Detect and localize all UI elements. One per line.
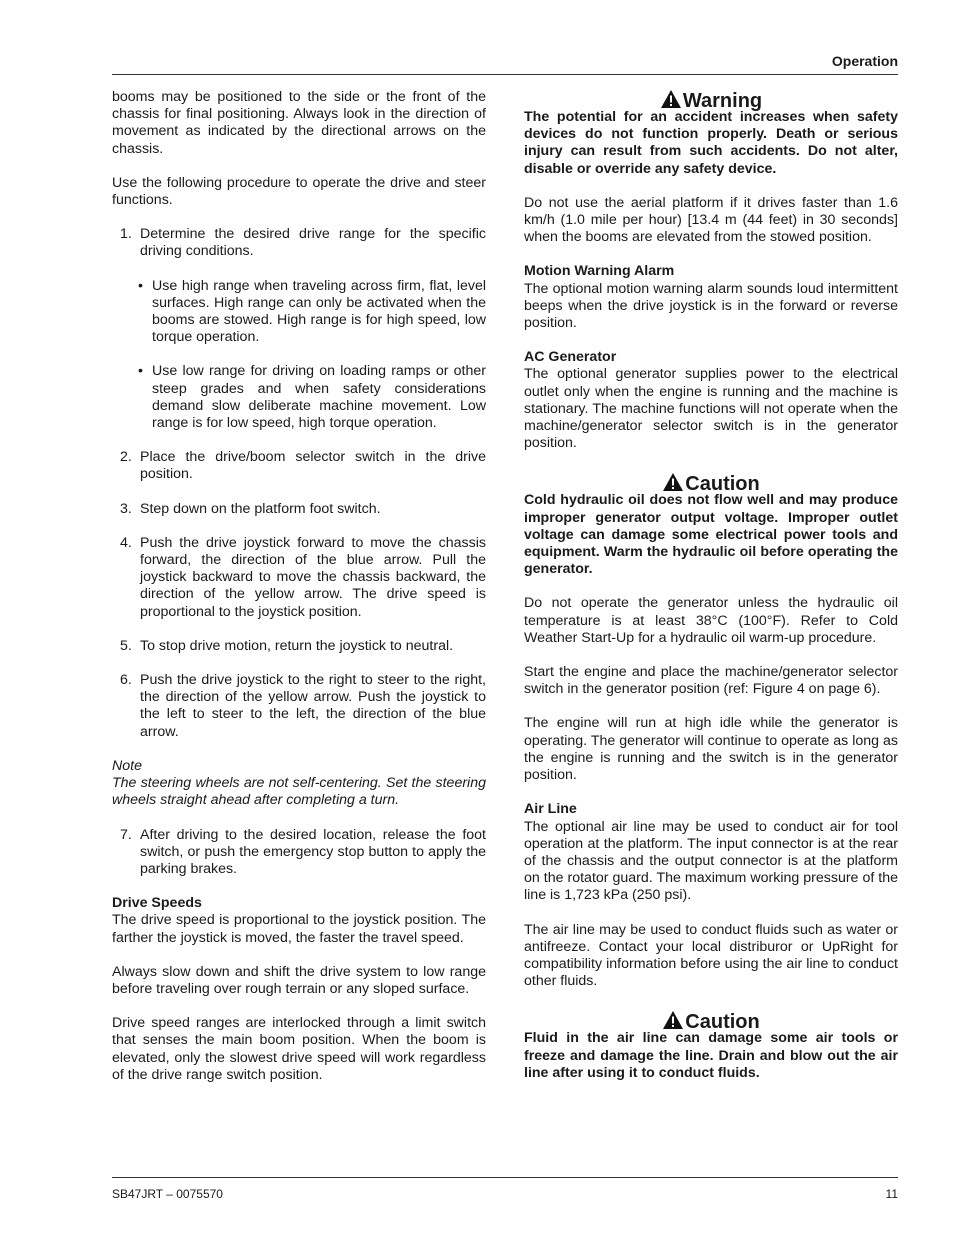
drive-speeds-paragraph: The drive speed is proportional to the joystick position. The farther the joystick is moved, the faster the travel speed.	[112, 912, 486, 946]
intro-paragraph: booms may be positioned to the side or the front of the chassis for final positioning. Always look in the direction of movement as indicated by the directional arrows on the chassis.	[112, 89, 486, 157]
warning-body: The potential for an accident increases when safety devices do not function properly. Death or serious injury can result from such accidents. Do not alter, disable or override any safety device.	[524, 109, 898, 177]
caution-triangle-icon	[662, 472, 684, 492]
step-7: 7. After driving to the desired location, release the foot switch, or push the emergency stop button to apply the parking brakes.	[120, 826, 486, 877]
step-3: 3. Step down on the platform foot switch.	[120, 500, 381, 517]
warning-triangle-icon	[660, 89, 682, 109]
document-id: SB47JRT – 0075570	[112, 1187, 223, 1201]
page-number: 11	[885, 1187, 898, 1201]
left-column	[112, 89, 486, 1084]
air-line-heading: Air Line	[524, 801, 577, 818]
step-2: 2. Place the drive/boom selector switch in the drive position.	[120, 449, 486, 483]
drive-speeds-heading: Drive Speeds	[112, 895, 202, 912]
generator-paragraph: Start the engine and place the machine/generator selector switch in the generator position (ref: Figure 4 on page 6).	[524, 664, 898, 698]
header-rule	[112, 74, 898, 75]
bullet-high-range: • Use high range when traveling across firm, flat, level surfaces. High range can only be activated when the booms are stowed. High range is for high speed, low torque operation.	[138, 277, 486, 346]
step-1: 1. Determine the desired drive range for the specific driving conditions.	[120, 226, 486, 260]
bullet-icon: •	[138, 363, 143, 380]
footer-rule	[112, 1177, 898, 1178]
speed-warning-paragraph: Do not use the aerial platform if it drives faster than 1.6 km/h (1.0 mile per hour) [13.4 m (44 feet) in 30 seconds] when the booms are elevated from the stowed position.	[524, 194, 898, 246]
bullet-low-range: • Use low range for driving on loading ramps or other steep grades and when safety considerations demand slow deliberate machine movement. Low range is for low speed, high torque operation.	[138, 363, 486, 432]
caution-title: Caution	[524, 472, 898, 496]
drive-speeds-paragraph: Always slow down and shift the drive system to low range before traveling over rough terrain or any sloped surface.	[112, 963, 486, 997]
step-5: 5. To stop drive motion, return the joystick to neutral.	[120, 637, 454, 654]
note-label: Note	[112, 757, 142, 774]
air-line-paragraph: The optional air line may be used to conduct air for tool operation at the platform. The input connector is at the rear of the chassis and the output connector is at the platform on the rotator guard. The maximum working pressure of the line is 1,723 kPa (250 psi).	[524, 818, 898, 904]
note-text: The steering wheels are not self-centering. Set the steering wheels straight ahead after completing a turn.	[112, 775, 486, 809]
caution-body: Fluid in the air line can damage some air tools or freeze and damage the line. Drain and blow out the air line after using it to conduct fluids.	[524, 1030, 898, 1081]
drive-speeds-paragraph: Drive speed ranges are interlocked through a limit switch that senses the main boom position. When the boom is elevated, only the slowest drive speed will work regardless of the drive range switch position.	[112, 1015, 486, 1083]
motion-alarm-paragraph: The optional motion warning alarm sounds loud intermittent beeps when the drive joystick is in the forward or reverse position.	[524, 280, 898, 332]
right-column	[524, 89, 898, 1082]
step-4: 4. Push the drive joystick forward to move the chassis forward, the direction of the blue arrow. Pull the joystick backward to move the chassis backward, the direction of the yellow arrow. The drive speed is proportional to the joystick position.	[120, 534, 486, 620]
caution-triangle-icon	[662, 1010, 684, 1030]
bullet-icon: •	[138, 277, 143, 294]
air-line-paragraph: The air line may be used to conduct fluids such as water or antifreeze. Contact your local distriburor or UpRight for compatibility information before using the air line to conduct other fluids.	[524, 921, 898, 990]
caution-title: Caution	[524, 1010, 898, 1034]
procedure-intro: Use the following procedure to operate the drive and steer functions.	[112, 174, 486, 209]
ac-generator-heading: AC Generator	[524, 349, 617, 366]
warning-title: Warning	[524, 89, 898, 113]
caution-body: Cold hydraulic oil does not flow well and may produce improper generator output voltage. Improper outlet voltage can damage some electrical power tools and equipment. Warm the hydraulic oil before operating the generator.	[524, 492, 898, 578]
step-6: 6. Push the drive joystick to the right to steer to the right, the direction of the yellow arrow. Push the joystick to the left to steer to the left, the direction of the blue arrow.	[120, 672, 486, 740]
section-title: Operation	[831, 53, 898, 69]
motion-alarm-heading: Motion Warning Alarm	[524, 263, 675, 280]
ac-generator-paragraph: The optional generator supplies power to the electrical outlet only when the engine is running and the machine is stationary. The machine functions will not operate when the machine/generator selector switch is in the generator position.	[524, 366, 898, 452]
generator-paragraph: Do not operate the generator unless the hydraulic oil temperature is at least 38°C (100°F). Refer to Cold Weather Start-Up for a hydraulic oil warm-up procedure.	[524, 595, 898, 646]
generator-paragraph: The engine will run at high idle while the generator is operating. The generator will continue to operate as long as the engine is running and the switch is in the generator position.	[524, 715, 898, 784]
